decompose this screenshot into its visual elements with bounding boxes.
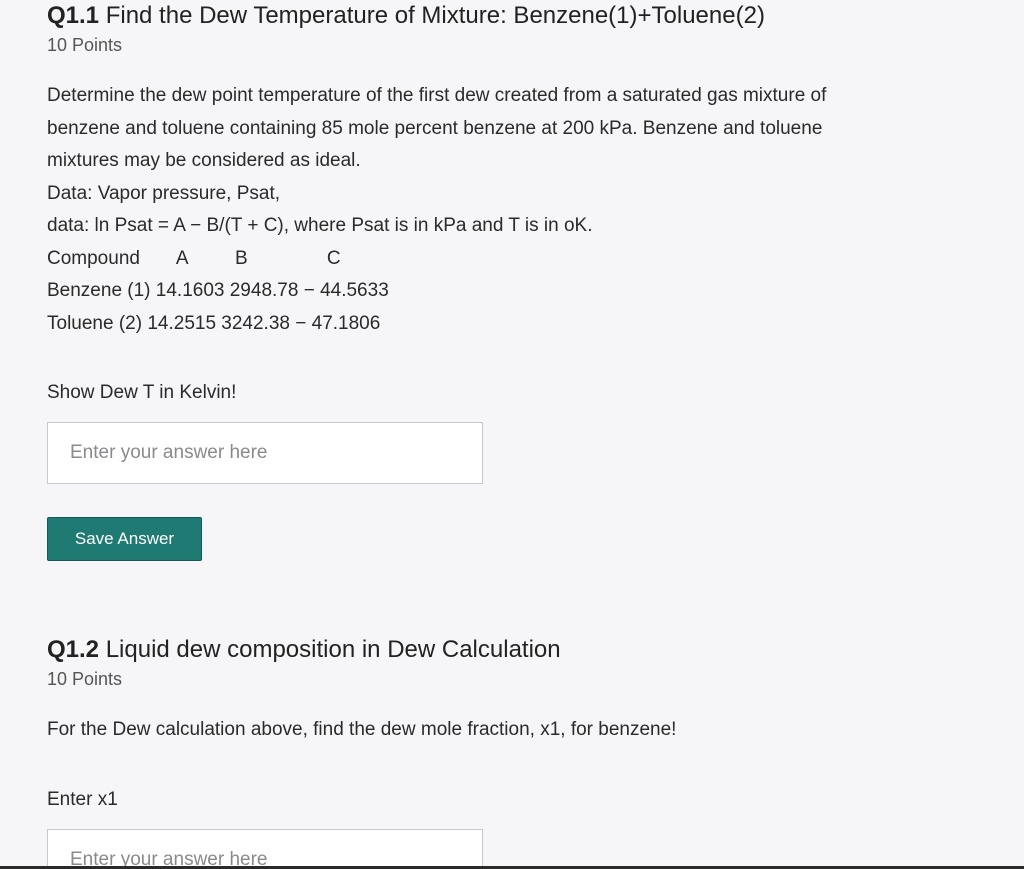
- question-prompt: [47, 714, 984, 747]
- table-header-line: Compound A B C: [47, 247, 341, 269]
- question-points: 10 Points: [47, 35, 123, 55]
- question-title-text: Liquid dew composition in Dew Calculation: [105, 636, 561, 663]
- prompt-line: Data: Vapor pressure, Psat,: [47, 182, 281, 204]
- prompt-line: data: ln Psat = A − B/(T + C), where Psat is in kPa and T is in oK.: [47, 215, 593, 236]
- table-row-toluene: Toluene (2) 14.2515 3242.38 − 47.1806: [47, 312, 381, 334]
- prompt-line: mixtures may be considered as ideal.: [47, 150, 361, 171]
- question-title: [47, 634, 984, 666]
- answer-label: Show Dew T in Kelvin!: [47, 382, 237, 403]
- question-number: Q1.2: [47, 636, 100, 663]
- question-number: Q1.1: [47, 2, 100, 29]
- question-title: [47, 0, 984, 32]
- answer-label: Enter x1: [47, 788, 118, 810]
- question-q1-2: [47, 634, 984, 869]
- answer-input-q1-2[interactable]: [47, 829, 483, 869]
- prompt-line: benzene and toluene containing 85 mole percent benzene at 200 kPa. Benzene and toluene: [47, 117, 823, 139]
- answer-input-q1-1[interactable]: [47, 422, 483, 484]
- question-points: 10 Points: [47, 669, 123, 689]
- prompt-line: For the Dew calculation above, find the dew mole fraction, x1, for benzene!: [47, 719, 677, 740]
- save-answer-button[interactable]: Save Answer: [47, 517, 202, 561]
- prompt-line: Determine the dew point temperature of the first dew created from a saturated gas mixture of: [47, 85, 827, 106]
- question-title-text: Find the Dew Temperature of Mixture: Benzene(1)+Toluene(2): [105, 2, 765, 29]
- question-q1-1: [47, 0, 984, 561]
- table-row-benzene: Benzene (1) 14.1603 2948.78 − 44.5633: [47, 280, 389, 301]
- question-prompt: [47, 80, 984, 340]
